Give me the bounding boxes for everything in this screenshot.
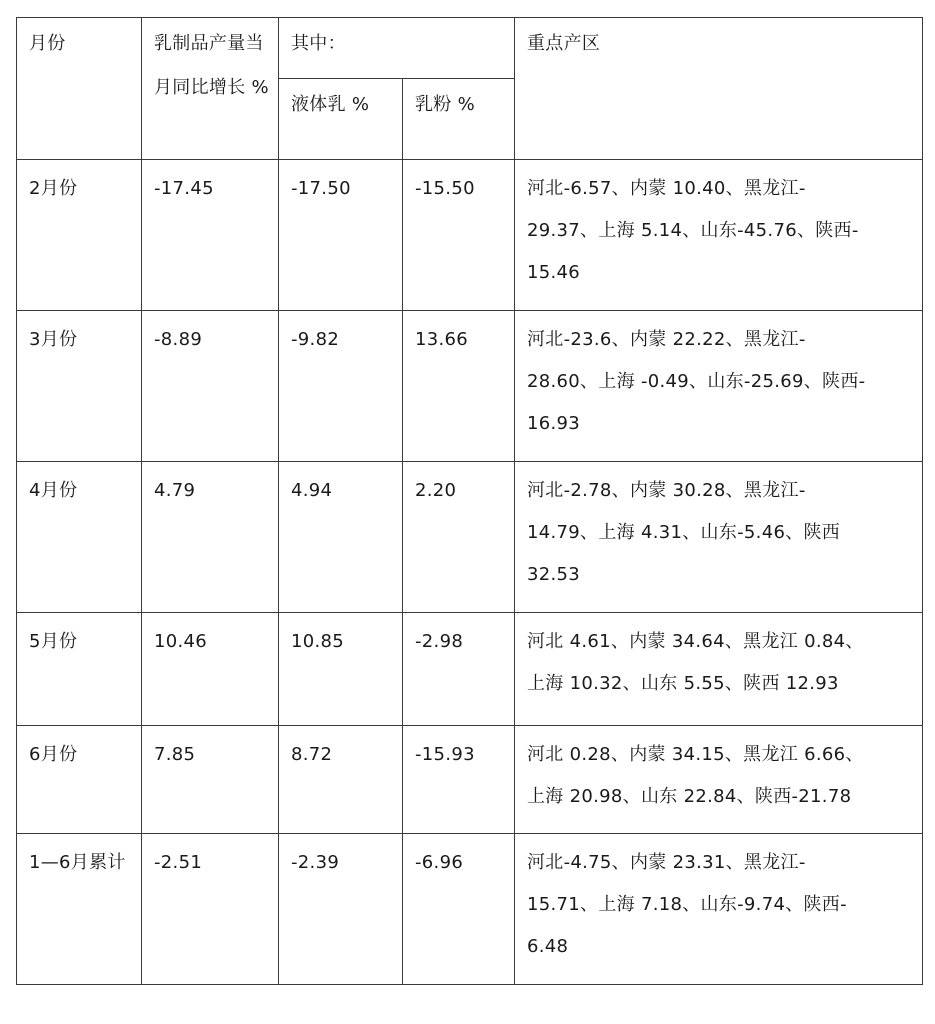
cell-output-yoy: -2.51 bbox=[142, 834, 279, 985]
cell-milk-powder: -2.98 bbox=[403, 613, 515, 726]
cell-milk-powder: -15.50 bbox=[403, 160, 515, 311]
cell-milk-powder: -15.93 bbox=[403, 726, 515, 834]
table-row-may bbox=[17, 613, 923, 726]
cell-liquid-milk: -17.50 bbox=[279, 160, 403, 311]
cell-regions: 河北 4.61、内蒙 34.64、黑龙江 0.84、 上海 10.32、山东 5.55、陕西 12.93 bbox=[515, 613, 923, 726]
cell-liquid-milk: 10.85 bbox=[279, 613, 403, 726]
table-row-feb bbox=[17, 160, 923, 311]
cell-output-yoy: 10.46 bbox=[142, 613, 279, 726]
cell-month: 6月份 bbox=[17, 726, 142, 834]
cell-month: 5月份 bbox=[17, 613, 142, 726]
cell-liquid-milk: -9.82 bbox=[279, 311, 403, 462]
cell-output-yoy: -17.45 bbox=[142, 160, 279, 311]
cell-regions: 河北-4.75、内蒙 23.31、黑龙江- 15.71、上海 7.18、山东-9.74、陕西- 6.48 bbox=[515, 834, 923, 985]
header-month: 月份 bbox=[17, 18, 142, 160]
header-key-regions: 重点产区 bbox=[515, 18, 923, 160]
cell-month: 2月份 bbox=[17, 160, 142, 311]
header-liquid-milk: 液体乳 % bbox=[279, 79, 403, 160]
cell-liquid-milk: 8.72 bbox=[279, 726, 403, 834]
table-row-mar bbox=[17, 311, 923, 462]
cell-regions: 河北-2.78、内蒙 30.28、黑龙江- 14.79、上海 4.31、山东-5.46、陕西 32.53 bbox=[515, 462, 923, 613]
table-row-jun bbox=[17, 726, 923, 834]
header-of-which: 其中： bbox=[279, 18, 515, 79]
cell-month: 1—6月累计 bbox=[17, 834, 142, 985]
cell-milk-powder: -6.96 bbox=[403, 834, 515, 985]
cell-month: 3月份 bbox=[17, 311, 142, 462]
cell-liquid-milk: 4.94 bbox=[279, 462, 403, 613]
cell-output-yoy: 7.85 bbox=[142, 726, 279, 834]
table-row-apr bbox=[17, 462, 923, 613]
header-milk-powder: 乳粉 % bbox=[403, 79, 515, 160]
cell-milk-powder: 2.20 bbox=[403, 462, 515, 613]
cell-output-yoy: -8.89 bbox=[142, 311, 279, 462]
cell-milk-powder: 13.66 bbox=[403, 311, 515, 462]
header-output-yoy: 乳制品产量当月同比增长 % bbox=[142, 18, 279, 160]
cell-regions: 河北-6.57、内蒙 10.40、黑龙江- 29.37、上海 5.14、山东-45.76、陕西- 15.46 bbox=[515, 160, 923, 311]
cell-liquid-milk: -2.39 bbox=[279, 834, 403, 985]
cell-month: 4月份 bbox=[17, 462, 142, 613]
cell-regions: 河北-23.6、内蒙 22.22、黑龙江- 28.60、上海 -0.49、山东-25.69、陕西- 16.93 bbox=[515, 311, 923, 462]
cell-regions: 河北 0.28、内蒙 34.15、黑龙江 6.66、 上海 20.98、山东 22.84、陕西-21.78 bbox=[515, 726, 923, 834]
table-row-cumulative bbox=[17, 834, 923, 985]
dairy-output-table bbox=[16, 17, 923, 985]
cell-output-yoy: 4.79 bbox=[142, 462, 279, 613]
header-row bbox=[17, 18, 923, 79]
